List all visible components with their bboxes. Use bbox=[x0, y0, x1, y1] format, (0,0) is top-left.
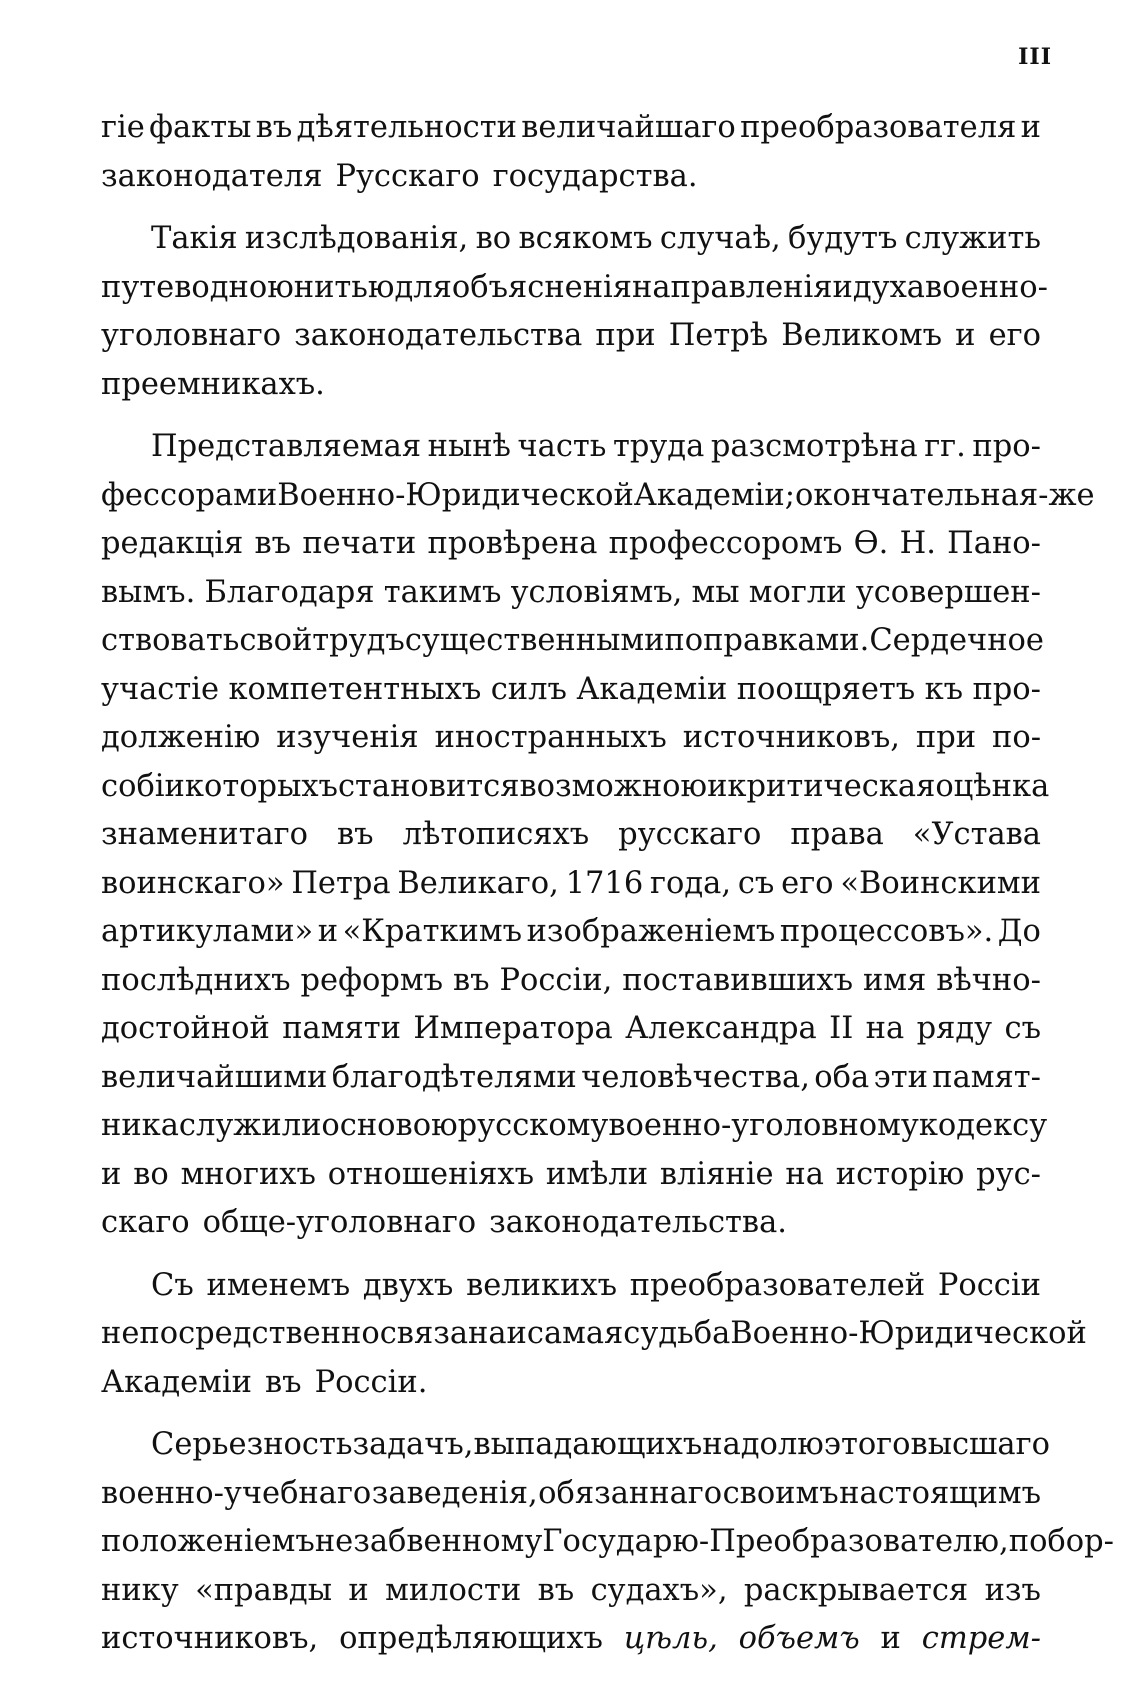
word: часть bbox=[517, 429, 607, 464]
word: оцѣнка bbox=[935, 768, 1050, 804]
text-line bbox=[101, 860, 1041, 909]
word: обязаннаго bbox=[538, 1475, 723, 1511]
word: Императора bbox=[413, 1011, 613, 1046]
word: изученія bbox=[276, 720, 419, 755]
word: профессоромъ bbox=[608, 526, 843, 561]
paragraph bbox=[101, 423, 1095, 1248]
word: гіе bbox=[101, 110, 145, 145]
word: окончательная-же bbox=[795, 477, 1095, 513]
word: нику bbox=[101, 1572, 179, 1608]
word: величайшаго bbox=[521, 110, 736, 145]
word: всякомъ bbox=[518, 221, 653, 256]
text-line bbox=[101, 215, 1041, 264]
word: года, bbox=[650, 865, 732, 901]
text-line bbox=[101, 1470, 1041, 1519]
word: знаменитаго bbox=[101, 817, 308, 852]
paragraph bbox=[101, 1262, 1087, 1408]
word: на bbox=[785, 1156, 824, 1192]
word: побор- bbox=[1008, 1524, 1114, 1559]
word: Государю-Преобразователю, bbox=[542, 1524, 1009, 1559]
word: критическая bbox=[727, 768, 936, 804]
word: достойной bbox=[101, 1011, 270, 1046]
word: въ bbox=[254, 526, 292, 561]
word: эти bbox=[873, 1059, 928, 1095]
word: къ bbox=[924, 671, 964, 707]
word: Академіи bbox=[101, 1364, 252, 1400]
word: права bbox=[790, 817, 884, 852]
word: служили bbox=[178, 1108, 322, 1143]
word: Пано- bbox=[947, 526, 1041, 561]
text-line bbox=[101, 1262, 1041, 1311]
word: съ bbox=[737, 865, 775, 901]
word: Военно-Юридической bbox=[730, 1316, 1087, 1351]
word: источниковъ, bbox=[682, 720, 900, 755]
text-line bbox=[101, 666, 1041, 715]
word: на bbox=[865, 1011, 905, 1046]
word: величайшими bbox=[101, 1059, 328, 1095]
word: при bbox=[595, 318, 656, 353]
word: Сердечное bbox=[869, 623, 1044, 658]
word: выпадающихъ bbox=[473, 1427, 703, 1462]
word: основою bbox=[321, 1108, 458, 1143]
word: «Краткимъ bbox=[342, 914, 523, 949]
word: человѣчества, bbox=[581, 1059, 810, 1095]
word: послѣднихъ bbox=[101, 962, 291, 998]
text-line bbox=[101, 153, 1041, 202]
word: его bbox=[781, 865, 834, 901]
text-line bbox=[101, 361, 1041, 410]
word: Серьезность bbox=[151, 1427, 353, 1462]
word: скаго bbox=[101, 1205, 190, 1240]
word: и bbox=[955, 318, 976, 353]
word: про- bbox=[972, 671, 1041, 707]
word: Академіи; bbox=[633, 477, 796, 513]
text-line bbox=[101, 1054, 1041, 1103]
word: факты bbox=[149, 110, 252, 145]
text-line bbox=[101, 617, 1044, 666]
word: военно-учебнаго bbox=[101, 1475, 372, 1511]
text-line bbox=[101, 1199, 1041, 1248]
word: его bbox=[988, 318, 1041, 353]
word: при bbox=[915, 720, 977, 755]
word: будутъ bbox=[788, 221, 898, 256]
word: печати bbox=[302, 526, 417, 561]
word: въ bbox=[336, 817, 374, 852]
word: преобразователя bbox=[740, 110, 1017, 145]
paragraph bbox=[101, 215, 1048, 409]
word: имѣли bbox=[545, 1156, 649, 1192]
word: реформъ bbox=[300, 962, 443, 998]
word: возможною bbox=[519, 768, 708, 804]
word: имя bbox=[862, 962, 927, 998]
word: поощряетъ bbox=[736, 671, 916, 707]
word: изслѣдованія, bbox=[244, 221, 469, 256]
text-line bbox=[101, 1518, 1114, 1567]
word: путеводною bbox=[101, 269, 294, 305]
word: редакція bbox=[101, 526, 244, 561]
word: участіе bbox=[101, 671, 220, 707]
text-line bbox=[101, 1567, 1041, 1616]
text-line bbox=[101, 104, 1041, 153]
text-line bbox=[101, 957, 1041, 1006]
word: во bbox=[475, 221, 512, 256]
word: гг. bbox=[924, 429, 966, 464]
paragraph-gap bbox=[101, 1407, 1041, 1421]
word: служить bbox=[904, 221, 1041, 256]
text-line bbox=[101, 763, 1050, 812]
word: высшаго bbox=[910, 1427, 1050, 1462]
word: оба bbox=[814, 1059, 870, 1095]
word: усовершен- bbox=[855, 574, 1041, 610]
text-line bbox=[101, 714, 1041, 763]
word: дѣятельности bbox=[296, 110, 517, 145]
word: такимъ bbox=[383, 574, 502, 610]
word: нитью bbox=[293, 269, 395, 305]
word: которыхъ bbox=[184, 768, 338, 804]
word: незабвенному bbox=[314, 1524, 543, 1559]
word: преемникахъ. bbox=[101, 366, 325, 402]
word: милости bbox=[385, 1572, 522, 1608]
word: законодательства. bbox=[489, 1205, 787, 1240]
word: военно-уголовному bbox=[608, 1108, 919, 1143]
word: разсмотрѣна bbox=[710, 429, 918, 464]
word: Россіи. bbox=[314, 1364, 428, 1400]
word: существенными bbox=[404, 623, 665, 658]
word: процессовъ». bbox=[779, 914, 994, 949]
word: лѣтописяхъ bbox=[402, 817, 590, 852]
word: и bbox=[880, 1621, 901, 1656]
word: многихъ bbox=[180, 1156, 316, 1192]
word: «Устава bbox=[912, 817, 1041, 852]
word: цѣль, bbox=[623, 1621, 718, 1656]
text-line bbox=[101, 423, 1041, 472]
word: русскаго bbox=[618, 817, 762, 852]
word: 1716 bbox=[565, 865, 644, 901]
word: русскому bbox=[457, 1108, 609, 1143]
word: настоящимъ bbox=[839, 1475, 1041, 1511]
word: самая bbox=[526, 1316, 624, 1351]
word: военно- bbox=[924, 269, 1048, 305]
word: Александра bbox=[625, 1011, 817, 1046]
paragraph-gap bbox=[101, 1248, 1041, 1262]
word: благодѣтелями bbox=[331, 1059, 577, 1095]
text-line bbox=[101, 520, 1041, 569]
word: и bbox=[832, 269, 853, 305]
word: въ bbox=[537, 1572, 575, 1608]
word: въ bbox=[255, 110, 293, 145]
word: Благодаря bbox=[204, 574, 375, 610]
word: долю bbox=[740, 1427, 824, 1462]
word: ника bbox=[101, 1108, 179, 1143]
word: рус- bbox=[976, 1156, 1041, 1192]
text-line bbox=[101, 1421, 1050, 1470]
word: духа bbox=[852, 269, 925, 305]
word: Русскаго bbox=[335, 158, 480, 194]
word: долженію bbox=[101, 720, 261, 755]
word: ряду bbox=[916, 1011, 993, 1046]
word: въ bbox=[452, 962, 490, 998]
text-line bbox=[101, 312, 1041, 361]
word: «правды bbox=[195, 1572, 332, 1608]
word: отношеніяхъ bbox=[327, 1156, 535, 1192]
word: вѣчно- bbox=[936, 962, 1041, 998]
page-number: III bbox=[1018, 44, 1052, 70]
word: памяти bbox=[282, 1011, 401, 1046]
text-line bbox=[101, 1102, 1048, 1151]
word: Ѳ. bbox=[853, 526, 889, 561]
word: великихъ bbox=[466, 1267, 617, 1303]
word: ствовать bbox=[101, 623, 240, 658]
text-line bbox=[101, 908, 1041, 957]
word: законодателя bbox=[101, 158, 323, 194]
word: и bbox=[707, 768, 728, 804]
word: направленія bbox=[632, 269, 833, 305]
word: и bbox=[1020, 110, 1041, 145]
word: судьба bbox=[623, 1316, 731, 1351]
paragraph bbox=[101, 104, 1041, 201]
paragraph bbox=[101, 1421, 1114, 1664]
word: поставившихъ bbox=[622, 962, 854, 998]
word: именемъ bbox=[206, 1267, 351, 1303]
text-body bbox=[101, 104, 1114, 1664]
word: государства. bbox=[492, 158, 698, 194]
word: двухъ bbox=[362, 1267, 454, 1303]
text-line bbox=[101, 1005, 1041, 1054]
word: поправками. bbox=[664, 623, 870, 658]
word: изъ bbox=[984, 1572, 1041, 1608]
word: исторію bbox=[835, 1156, 965, 1192]
word: для bbox=[394, 269, 452, 305]
word: иностранныхъ bbox=[434, 720, 667, 755]
word: компетентныхъ bbox=[228, 671, 482, 707]
text-line bbox=[101, 1615, 1041, 1664]
word: «Воинскими bbox=[840, 865, 1041, 901]
word: изображеніемъ bbox=[526, 914, 776, 949]
text-line bbox=[101, 1151, 1041, 1200]
text-line bbox=[101, 1310, 1087, 1359]
word: объемъ bbox=[738, 1621, 860, 1656]
word: съ bbox=[1004, 1011, 1041, 1046]
word: провѣрена bbox=[427, 526, 598, 561]
word: памят- bbox=[932, 1059, 1041, 1095]
word: Петрѣ bbox=[668, 318, 769, 353]
word: условіямъ, bbox=[510, 574, 683, 610]
word: этого bbox=[823, 1427, 911, 1462]
word: мы bbox=[691, 574, 740, 610]
word: раскрывается bbox=[743, 1572, 969, 1608]
word: свой bbox=[239, 623, 313, 658]
word: трудъ bbox=[312, 623, 405, 658]
word: Петра bbox=[291, 865, 391, 901]
word: становится bbox=[337, 768, 520, 804]
word: обще-уголовнаго bbox=[202, 1205, 477, 1240]
word: въ bbox=[264, 1364, 302, 1400]
word: заведенія, bbox=[371, 1475, 538, 1511]
word: и bbox=[348, 1572, 369, 1608]
paragraph-gap bbox=[101, 409, 1041, 423]
word: труда bbox=[612, 429, 705, 464]
word: вліяніе bbox=[659, 1156, 774, 1192]
text-line bbox=[101, 264, 1048, 313]
word: Великомъ bbox=[781, 318, 942, 353]
word: артикулами» bbox=[101, 914, 314, 949]
text-line bbox=[101, 811, 1041, 860]
word: Н. bbox=[899, 526, 936, 561]
word: непосредственно bbox=[101, 1316, 380, 1351]
word: воинскаго» bbox=[101, 865, 285, 901]
word: законодательства bbox=[294, 318, 583, 353]
word: нынѣ bbox=[427, 429, 511, 464]
word: Съ bbox=[151, 1267, 194, 1303]
word: Такія bbox=[151, 221, 238, 256]
word: вымъ. bbox=[101, 574, 196, 610]
word: и bbox=[506, 1316, 527, 1351]
word: своимъ bbox=[722, 1475, 839, 1511]
word: судахъ», bbox=[590, 1572, 728, 1608]
word: Академіи bbox=[576, 671, 728, 707]
paragraph-gap bbox=[101, 201, 1041, 215]
word: по- bbox=[992, 720, 1041, 755]
word: кодексу bbox=[918, 1108, 1048, 1143]
word: про- bbox=[972, 429, 1041, 464]
word: собіи bbox=[101, 768, 185, 804]
word: фессорами bbox=[101, 477, 278, 513]
word: уголовнаго bbox=[101, 318, 282, 353]
text-line bbox=[101, 569, 1041, 618]
word: Военно-Юридической bbox=[277, 477, 634, 513]
word: и bbox=[317, 914, 339, 949]
word: До bbox=[997, 914, 1041, 949]
word: Россіи bbox=[937, 1267, 1041, 1303]
word: стрем- bbox=[921, 1621, 1041, 1656]
word: во bbox=[133, 1156, 169, 1192]
word: объясненія bbox=[451, 269, 633, 305]
word: связана bbox=[379, 1316, 507, 1351]
word: Великаго, bbox=[397, 865, 559, 901]
word: Россіи, bbox=[499, 962, 613, 998]
word: могли bbox=[748, 574, 847, 610]
word: задачъ, bbox=[352, 1427, 474, 1462]
word: силъ bbox=[490, 671, 567, 707]
word: II bbox=[829, 1011, 854, 1046]
word: Представляемая bbox=[151, 429, 422, 464]
text-line bbox=[101, 472, 1095, 521]
word: и bbox=[101, 1156, 122, 1192]
word: источниковъ, bbox=[101, 1621, 319, 1656]
word: преобразователей bbox=[629, 1267, 926, 1303]
word: положеніемъ bbox=[101, 1524, 315, 1559]
word: опредѣляющихъ bbox=[339, 1621, 603, 1656]
text-line bbox=[101, 1359, 1041, 1408]
word: на bbox=[702, 1427, 741, 1462]
word: случаѣ, bbox=[659, 221, 781, 256]
